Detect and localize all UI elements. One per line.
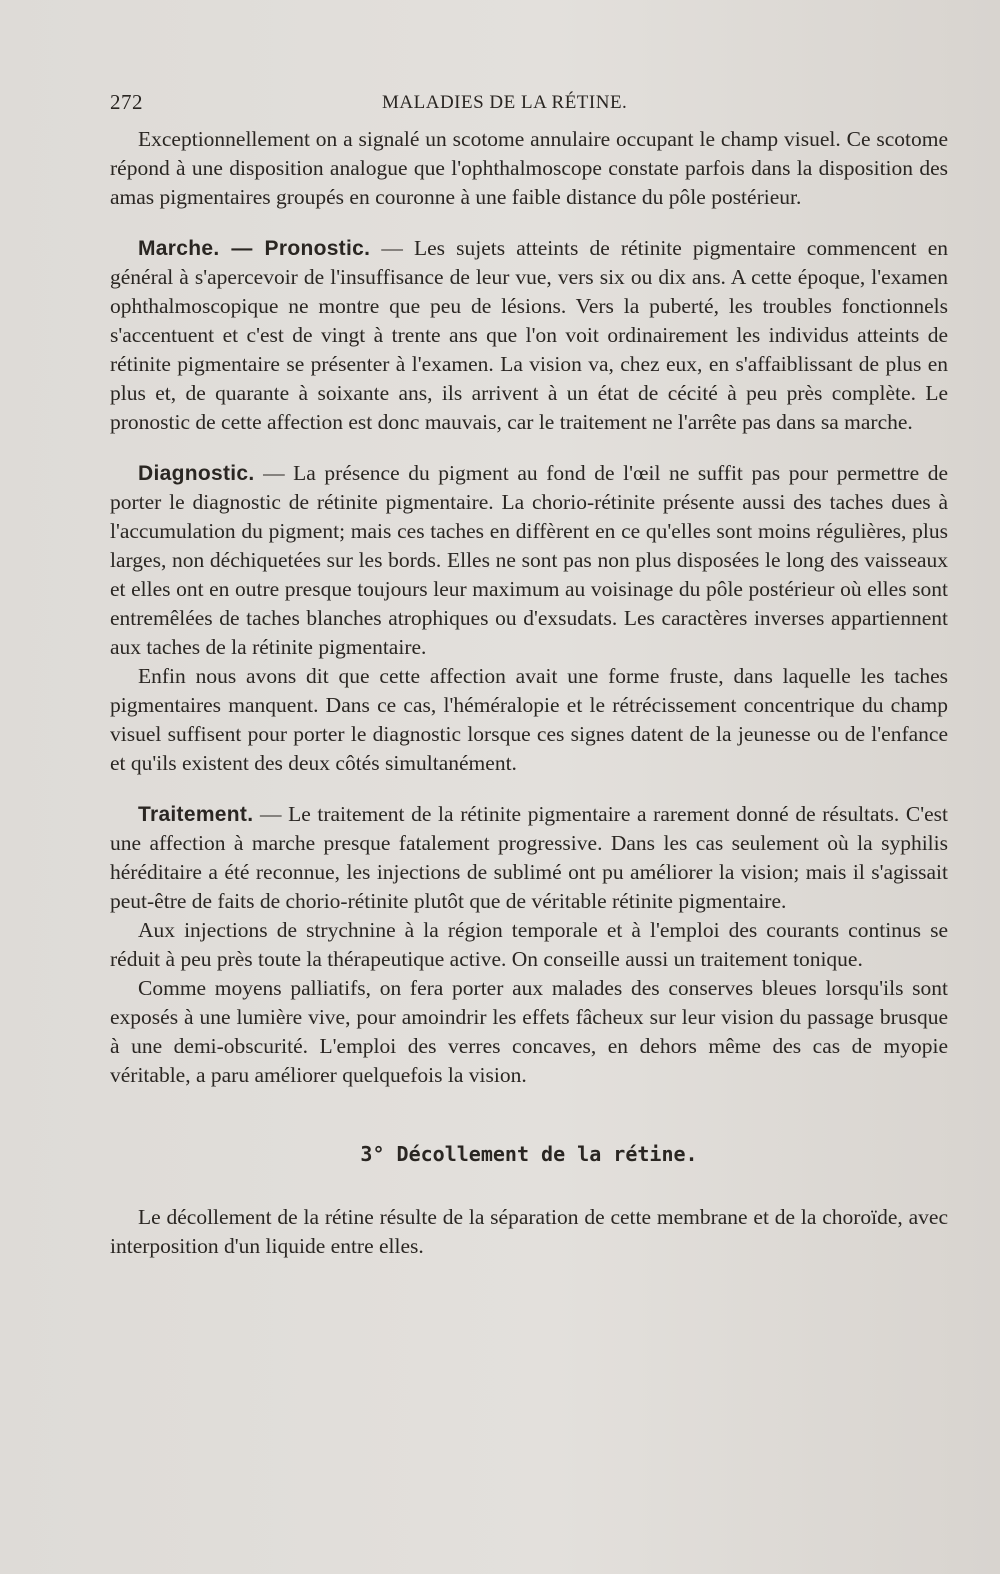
heading-marche: Marche. — Pronostic. <box>138 237 371 260</box>
paragraph-traitement-2: Aux injections de strychnine à la région temporale et à l'emploi des courants continus se réduit à peu près toute la thérapeutique active. On conseille aussi un traitement tonique. <box>110 918 948 971</box>
text-diagnostic: — La présence du pigment au fond de l'œil ne suffit pas pour permettre de porter le diagnostic de rétinite pigmentaire. La chorio-rétinite présente aussi des taches dues à l'accumulation du pigment; mais ces taches en diffèrent en ce qu'elles sont moins régulières, plus larges, non déchiquetées sur les bords. Elles ne sont pas non plus disposées le long des vaisseaux et elles ont en outre presque toujours leur maximum au voisinage du pôle postérieur où elles sont entremêlées de taches blanches atrophiques ou d'exsudats. Les caractères inverses appartiennent aux taches de la rétinite pigmentaire. <box>110 461 948 659</box>
paragraph-diagnostic <box>110 459 948 662</box>
heading-traitement: Traitement. <box>138 803 254 826</box>
page-number: 272 <box>110 90 143 114</box>
text-marche: — Les sujets atteints de rétinite pigmentaire commencent en général à s'apercevoir de l'insuffisance de leur vue, vers six ou dix ans. A cette époque, l'examen ophthalmoscopique ne montre que peu de lésions. Vers la puberté, les troubles fonctionnels s'accentuent et c'est de vingt à trente ans que l'on voit ordinairement les individus atteints de rétinite pigmentaire se présenter à l'examen. La vision va, chez eux, en s'affaiblissant de plus en plus et, de quarante à soixante ans, ils arrivent à un état de cécité à peu près complète. Le pronostic de cette affection est donc mauvais, car le traitement ne l'arrête pas dans sa marche. <box>110 236 949 434</box>
text-traitement: — Le traitement de la rétinite pigmentaire a rarement donné de résultats. C'est une affection à marche presque fatalement progressive. Dans les cas seulement où la syphilis héréditaire a été reconnue, les injections de sublimé ont pu améliorer la vision; mais il s'agissait peut-être de faits de chorio-rétinite plutôt que de véritable rétinite pigmentaire. <box>110 802 948 913</box>
running-title: MALADIES DE LA RÉTINE. <box>382 92 628 113</box>
paragraph-diagnostic-2: Enfin nous avons dit que cette affection avait une forme fruste, dans laquelle les taches pigmentaires manquent. Dans ce cas, l'héméralopie et le rétrécissement concentrique du champ visuel suffisent pour porter le diagnostic lorsque ces signes datent de la jeunesse ou de l'enfance et qu'ils existent des deux côtés simultanément. <box>110 664 948 775</box>
heading-diagnostic: Diagnostic. <box>138 462 255 485</box>
paragraph-marche <box>110 234 948 437</box>
paragraph-traitement-3: Comme moyens palliatifs, on fera porter aux malades des conserves bleues lorsqu'ils sont exposés à une lumière vive, pour amoindrir les effets fâcheux sur leur vision du passage brusque à une demi-obscurité. L'emploi des verres concaves, en dehors même des cas de myopie véritable, a paru améliorer quelquefois la vision. <box>110 976 948 1087</box>
paragraph-traitement <box>110 800 948 916</box>
section-title: 3° Décollement de la rétine. <box>360 1142 698 1166</box>
running-header <box>110 90 660 120</box>
paragraph-scotome: Exceptionnellement on a signalé un scotome annulaire occupant le champ visuel. Ce scotome répond à une disposition analogue que l'ophthalmoscope constate parfois dans la disposition des amas pigmentaires groupés en couronne à une faible distance du pôle postérieur. <box>110 127 948 209</box>
paragraph-decollement: Le décollement de la rétine résulte de la séparation de cette membrane et de la choroïde, avec interposition d'un liquide entre elles. <box>110 1205 948 1258</box>
page-body <box>110 125 948 1261</box>
